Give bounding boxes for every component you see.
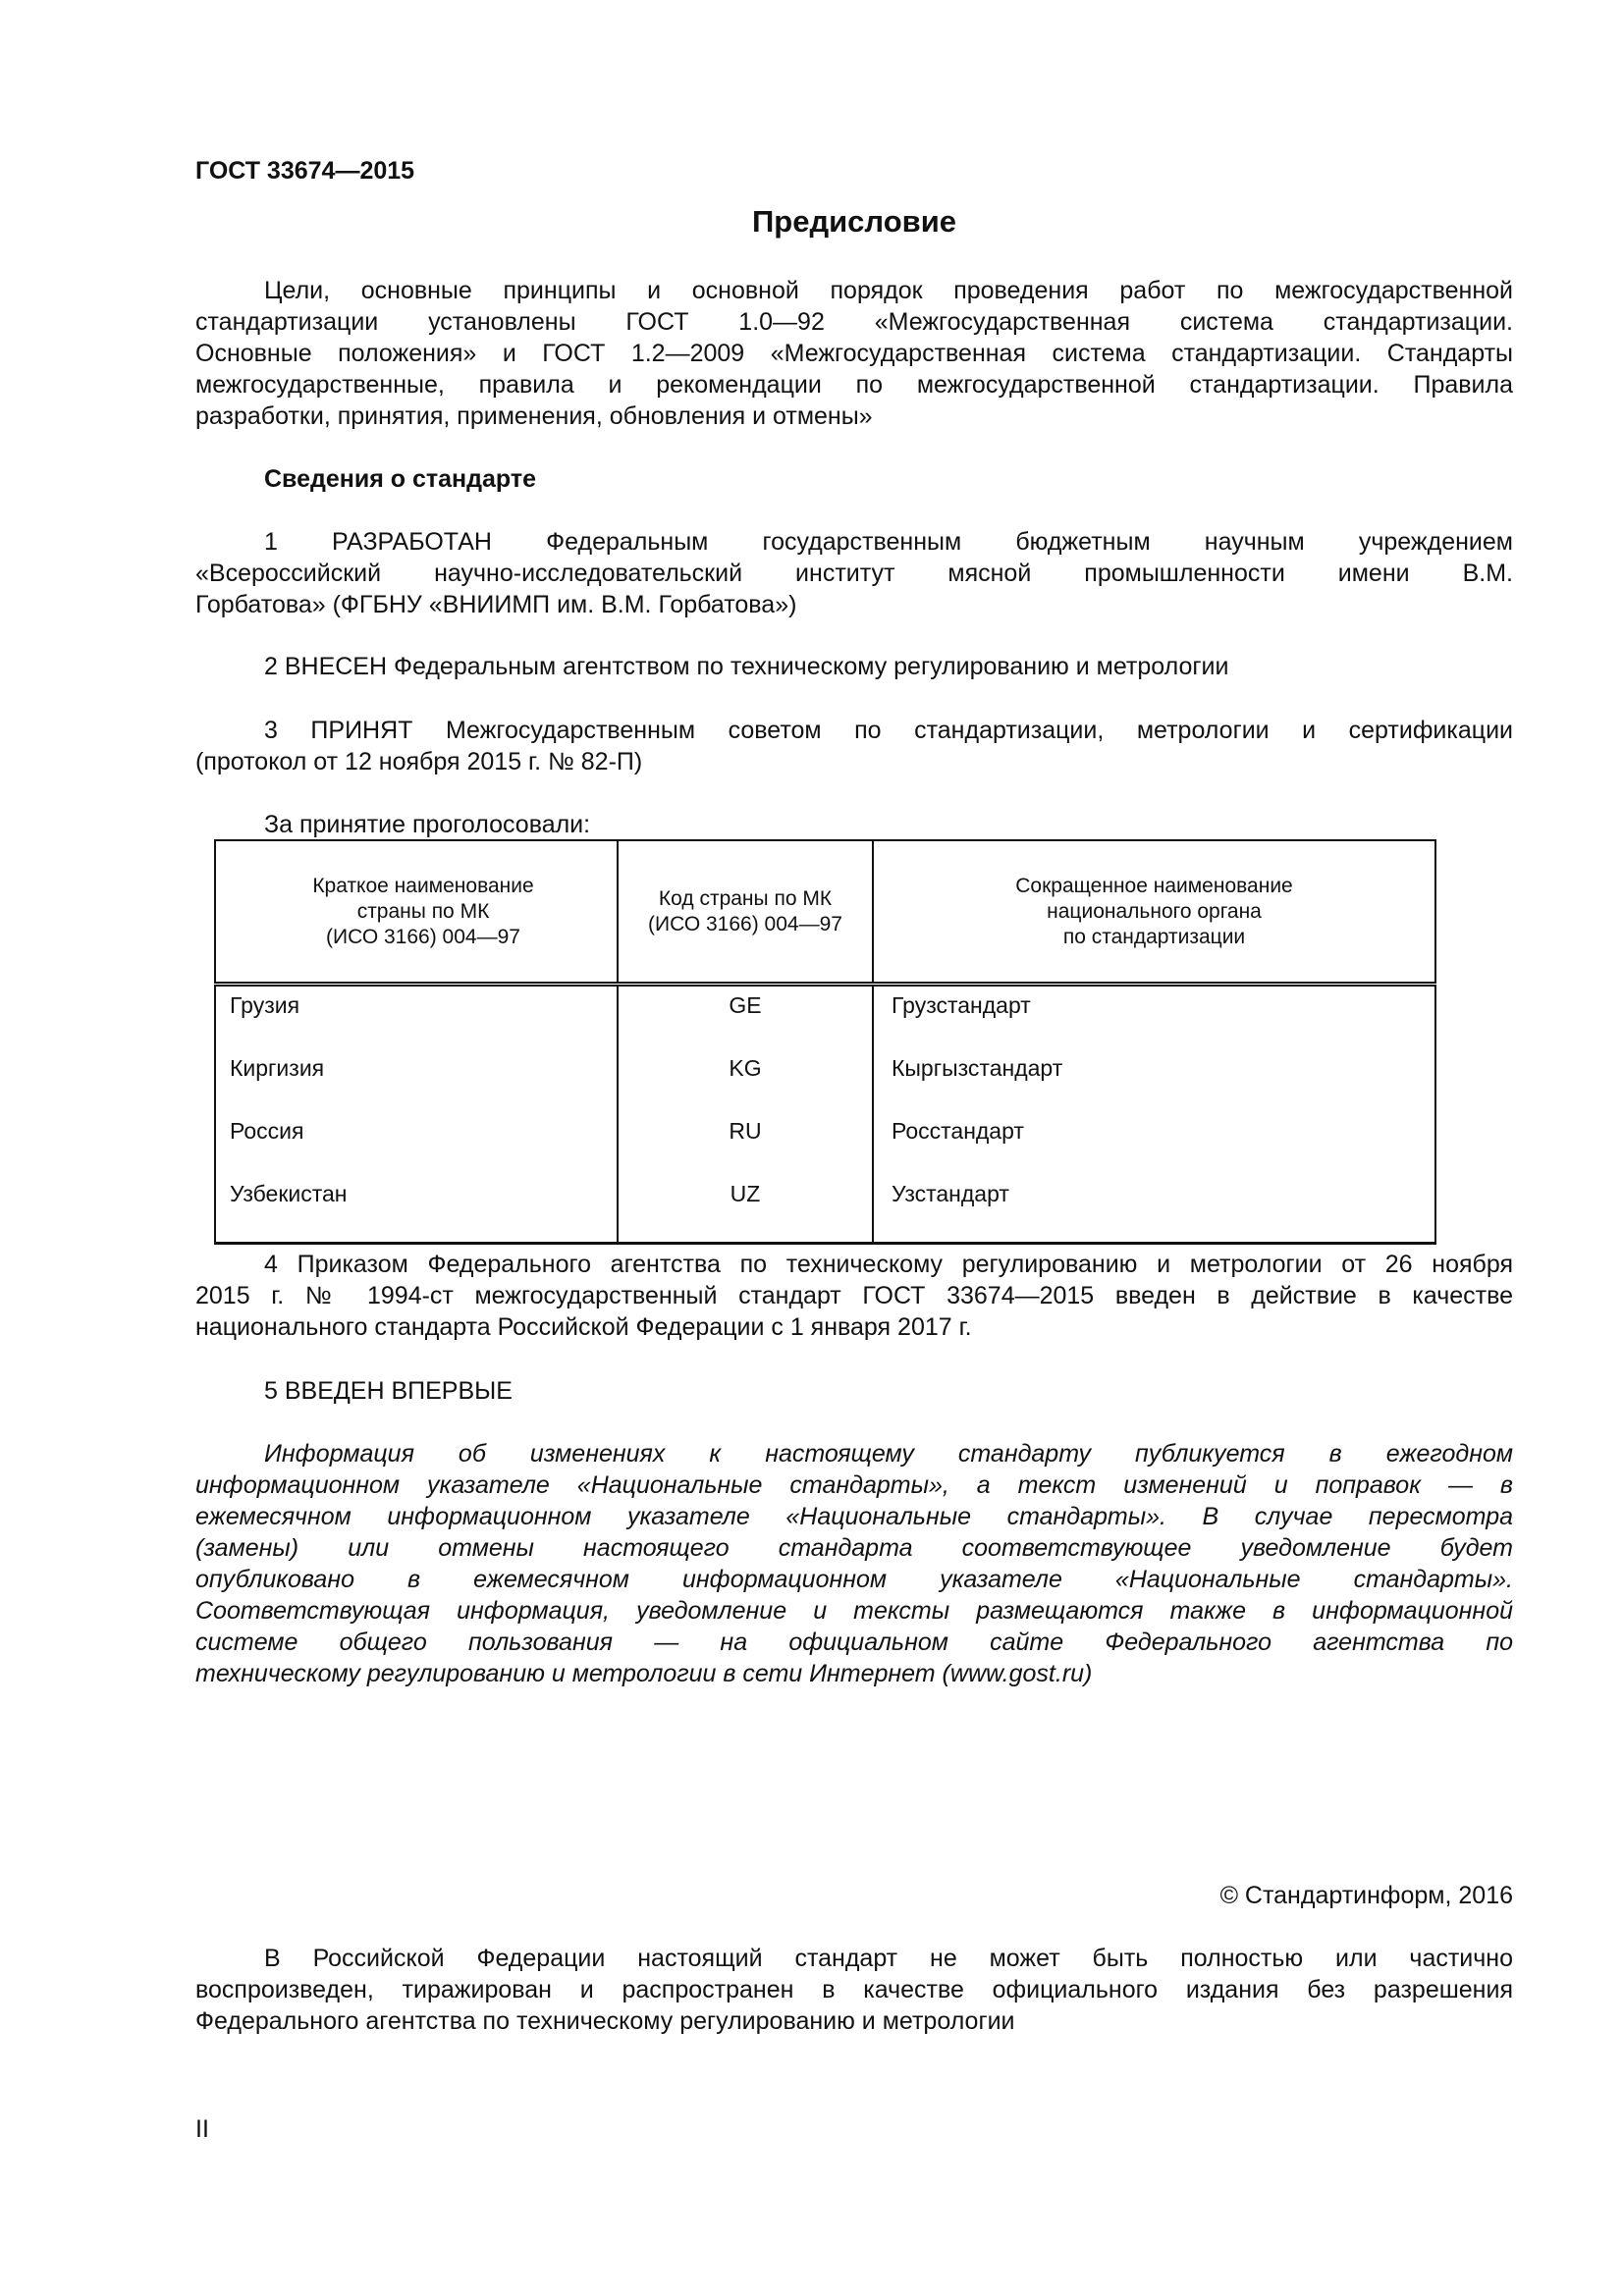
header-line: национального органа — [1047, 899, 1262, 923]
item4-line: национального стандарта Российской Федерации с 1 января 2017 г. — [195, 1313, 972, 1341]
header-line: Краткое наименование — [312, 874, 534, 897]
country-cell: Россия — [215, 1112, 618, 1175]
intro-line: стандартизации установлены ГОСТ 1.0—92 «Межгосударственная система стандартизации. — [195, 308, 1513, 336]
header-line: страны по МК — [356, 899, 490, 923]
notice-line: ежемесячном информационном указателе «Национальные стандарты». В случае пересмотра — [195, 1503, 1513, 1530]
header-line: (ИСО 3166) 004—97 — [648, 912, 842, 935]
table-header-country — [215, 840, 618, 985]
item4-line: 4 Приказом Федерального агентства по техническому регулированию и метрологии от 26 ноября — [264, 1251, 1513, 1278]
notice-line: Соответствующая информация, уведомление и тексты размещаются также в информационной — [195, 1597, 1513, 1625]
code-cell: GE — [618, 985, 873, 1050]
header-line: Код страны по МК — [658, 886, 833, 910]
body-cell: Кыргызстандарт — [873, 1049, 1435, 1112]
vote-label: За принятие проголосовали: — [264, 811, 591, 838]
table-row — [215, 985, 1435, 1050]
table-header-body — [873, 840, 1435, 985]
body-cell: Узстандарт — [873, 1175, 1435, 1244]
header-line: по стандартизации — [1062, 925, 1246, 948]
table-row — [215, 1049, 1435, 1112]
notice-line: информационном указателе «Национальные стандарты», а текст изменений и поправок — в — [195, 1471, 1513, 1499]
notice-line: (замены) или отмены настоящего стандарта соответствующее уведомление будет — [195, 1534, 1513, 1562]
body-cell: Грузстандарт — [873, 985, 1435, 1050]
intro-line: межгосударственные, правила и рекомендации по межгосударственной стандартизации. Правила — [195, 371, 1513, 399]
item1-line: 1 РАЗРАБОТАН Федеральным государственным бюджетным научным учреждением — [264, 528, 1513, 556]
item1-line: Горбатова» (ФГБНУ «ВНИИМП им. В.М. Горбатова») — [195, 591, 797, 618]
vote-table — [214, 839, 1436, 1245]
code-cell: UZ — [618, 1175, 873, 1244]
reproduction-line: В Российской Федерации настоящий стандарт не может быть полностью или частично — [264, 1945, 1513, 1972]
item1-line: «Всероссийский научно-исследовательский институт мясной промышленности имени В.М. — [195, 560, 1513, 587]
copyright: © Стандартинформ, 2016 — [1219, 1882, 1513, 1909]
item3-line: 3 ПРИНЯТ Межгосударственным советом по стандартизации, метрологии и сертификации — [264, 717, 1513, 744]
table-row — [215, 1112, 1435, 1175]
page-title: Предисловие — [751, 204, 956, 239]
notice-line: системе общего пользования — на официальном сайте Федерального агентства по — [195, 1629, 1513, 1656]
document-code: ГОСТ 33674—2015 — [195, 157, 415, 185]
table-header-code — [618, 840, 873, 985]
header-line: Сокращенное наименование — [1015, 874, 1293, 897]
country-cell: Узбекистан — [215, 1175, 618, 1244]
notice-line: Информация об изменениях к настоящему стандарту публикуется в ежегодном — [264, 1440, 1513, 1468]
reproduction-line: Федерального агентства по техническому регулированию и метрологии — [195, 2007, 1015, 2035]
item3-line: (протокол от 12 ноября 2015 г. № 82-П) — [195, 748, 643, 775]
notice-line: техническому регулированию и метрологии в сети Интернет (www.gost.ru) — [195, 1660, 1093, 1687]
item5-line: 5 ВВЕДЕН ВПЕРВЫЕ — [264, 1377, 513, 1405]
table-row — [215, 1175, 1435, 1244]
page-number: II — [195, 2115, 209, 2143]
country-cell: Грузия — [215, 985, 618, 1050]
country-cell: Киргизия — [215, 1049, 618, 1112]
item2-line: 2 ВНЕСЕН Федеральным агентством по техническому регулированию и метрологии — [264, 653, 1229, 680]
notice-line: опубликовано в ежемесячном информационном указателе «Национальные стандарты». — [195, 1566, 1513, 1593]
intro-line: разработки, принятия, применения, обновления и отмены» — [195, 402, 873, 430]
code-cell: RU — [618, 1112, 873, 1175]
section-heading: Сведения о стандарте — [264, 465, 537, 493]
intro-line: Цели, основные принципы и основной порядок проведения работ по межгосударственной — [264, 277, 1513, 304]
intro-line: Основные положения» и ГОСТ 1.2—2009 «Межгосударственная система стандартизации. Стандарты — [195, 340, 1513, 367]
reproduction-line: воспроизведен, тиражирован и распространен в качестве официального издания без разрешения — [195, 1976, 1513, 2003]
code-cell: KG — [618, 1049, 873, 1112]
header-line: (ИСО 3166) 004—97 — [326, 925, 520, 948]
item4-line: 2015 г. № 1994-ст межгосударственный стандарт ГОСТ 33674—2015 введен в действие в качестве — [195, 1282, 1513, 1309]
body-cell: Росстандарт — [873, 1112, 1435, 1175]
